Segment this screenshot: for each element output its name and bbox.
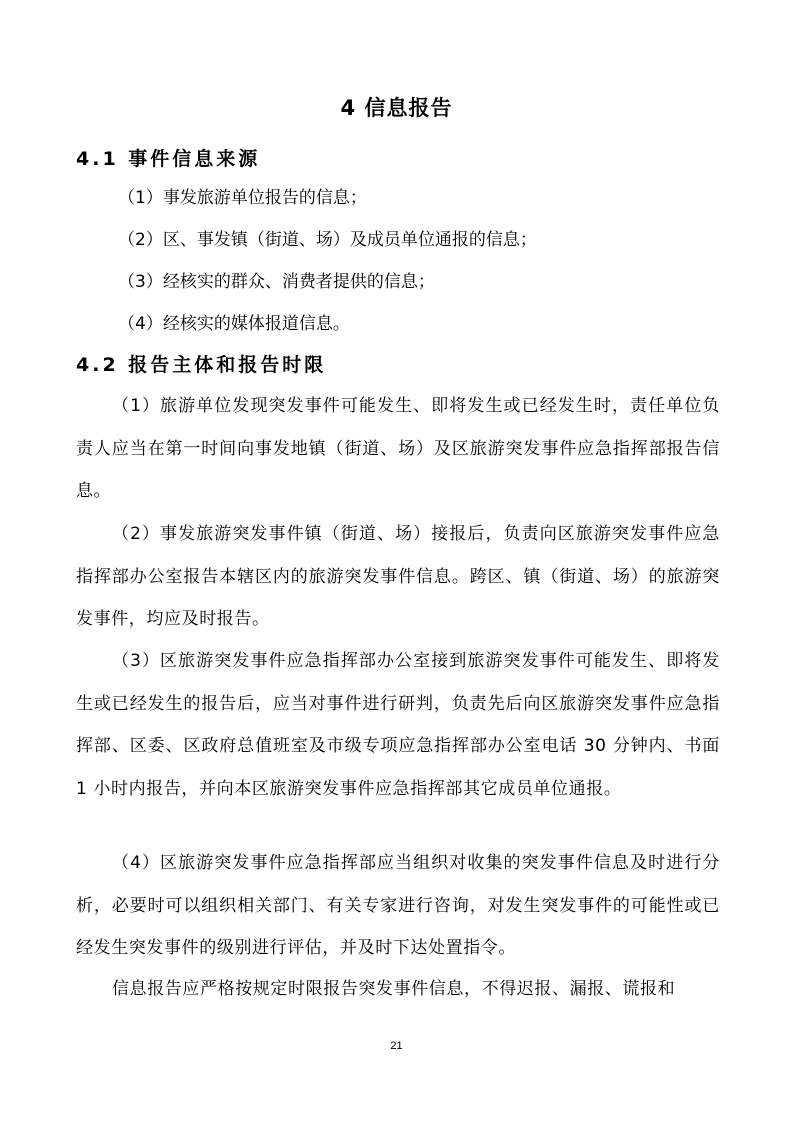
source-item-2: （2）区、事发镇（街道、场）及成员单位通报的信息； — [118, 230, 537, 250]
source-item-1: （1）事发旅游单位报告的信息； — [118, 188, 367, 208]
paragraph-3: （3）区旅游突发事件应急指挥部办公室接到旅游突发事件可能发生、即将发生或已经发生的报告后，应当对事件进行研判，负责先后向区旅游突发事件应急指挥部、区委、区政府总值班室及市级专项应急指挥部办公室电话 30 分钟内、书面 1 小时内报告，并向本区旅游突发事件应急指挥部其它成员单位通报。 — [76, 651, 720, 799]
page-number: 21 — [390, 1040, 403, 1052]
paragraph-4: （4）区旅游突发事件应急指挥部应当组织对收集的突发事件信息及时进行分析，必要时可以组织相关部门、有关专家进行咨询，对发生突发事件的可能性或已经发生突发事件的级别进行评估，并及时下达处置指令。 — [76, 853, 720, 959]
paragraph-1: （1）旅游单位发现突发事件可能发生、即将发生或已经发生时，责任单位负责人应当在第一时间向事发地镇（街道、场）及区旅游突发事件应急指挥部报告信息。 — [76, 396, 720, 502]
chapter-title: 4 信息报告 — [340, 96, 453, 120]
paragraph-2: （2）事发旅游突发事件镇（街道、场）接报后，负责向区旅游突发事件应急指挥部办公室报告本辖区内的旅游突发事件信息。跨区、镇（街道、场）的旅游突发事件，均应及时报告。 — [76, 524, 720, 630]
section-heading-4-2: 4.2 报告主体和报告时限 — [76, 354, 327, 376]
paragraph-5: 信息报告应严格按规定时限报告突发事件信息，不得迟报、漏报、谎报和 — [112, 979, 676, 999]
source-item-3: （3）经核实的群众、消费者提供的信息； — [118, 272, 435, 292]
source-item-4: （4）经核实的媒体报道信息。 — [118, 314, 350, 334]
section-heading-4-1: 4.1 事件信息来源 — [76, 148, 261, 170]
